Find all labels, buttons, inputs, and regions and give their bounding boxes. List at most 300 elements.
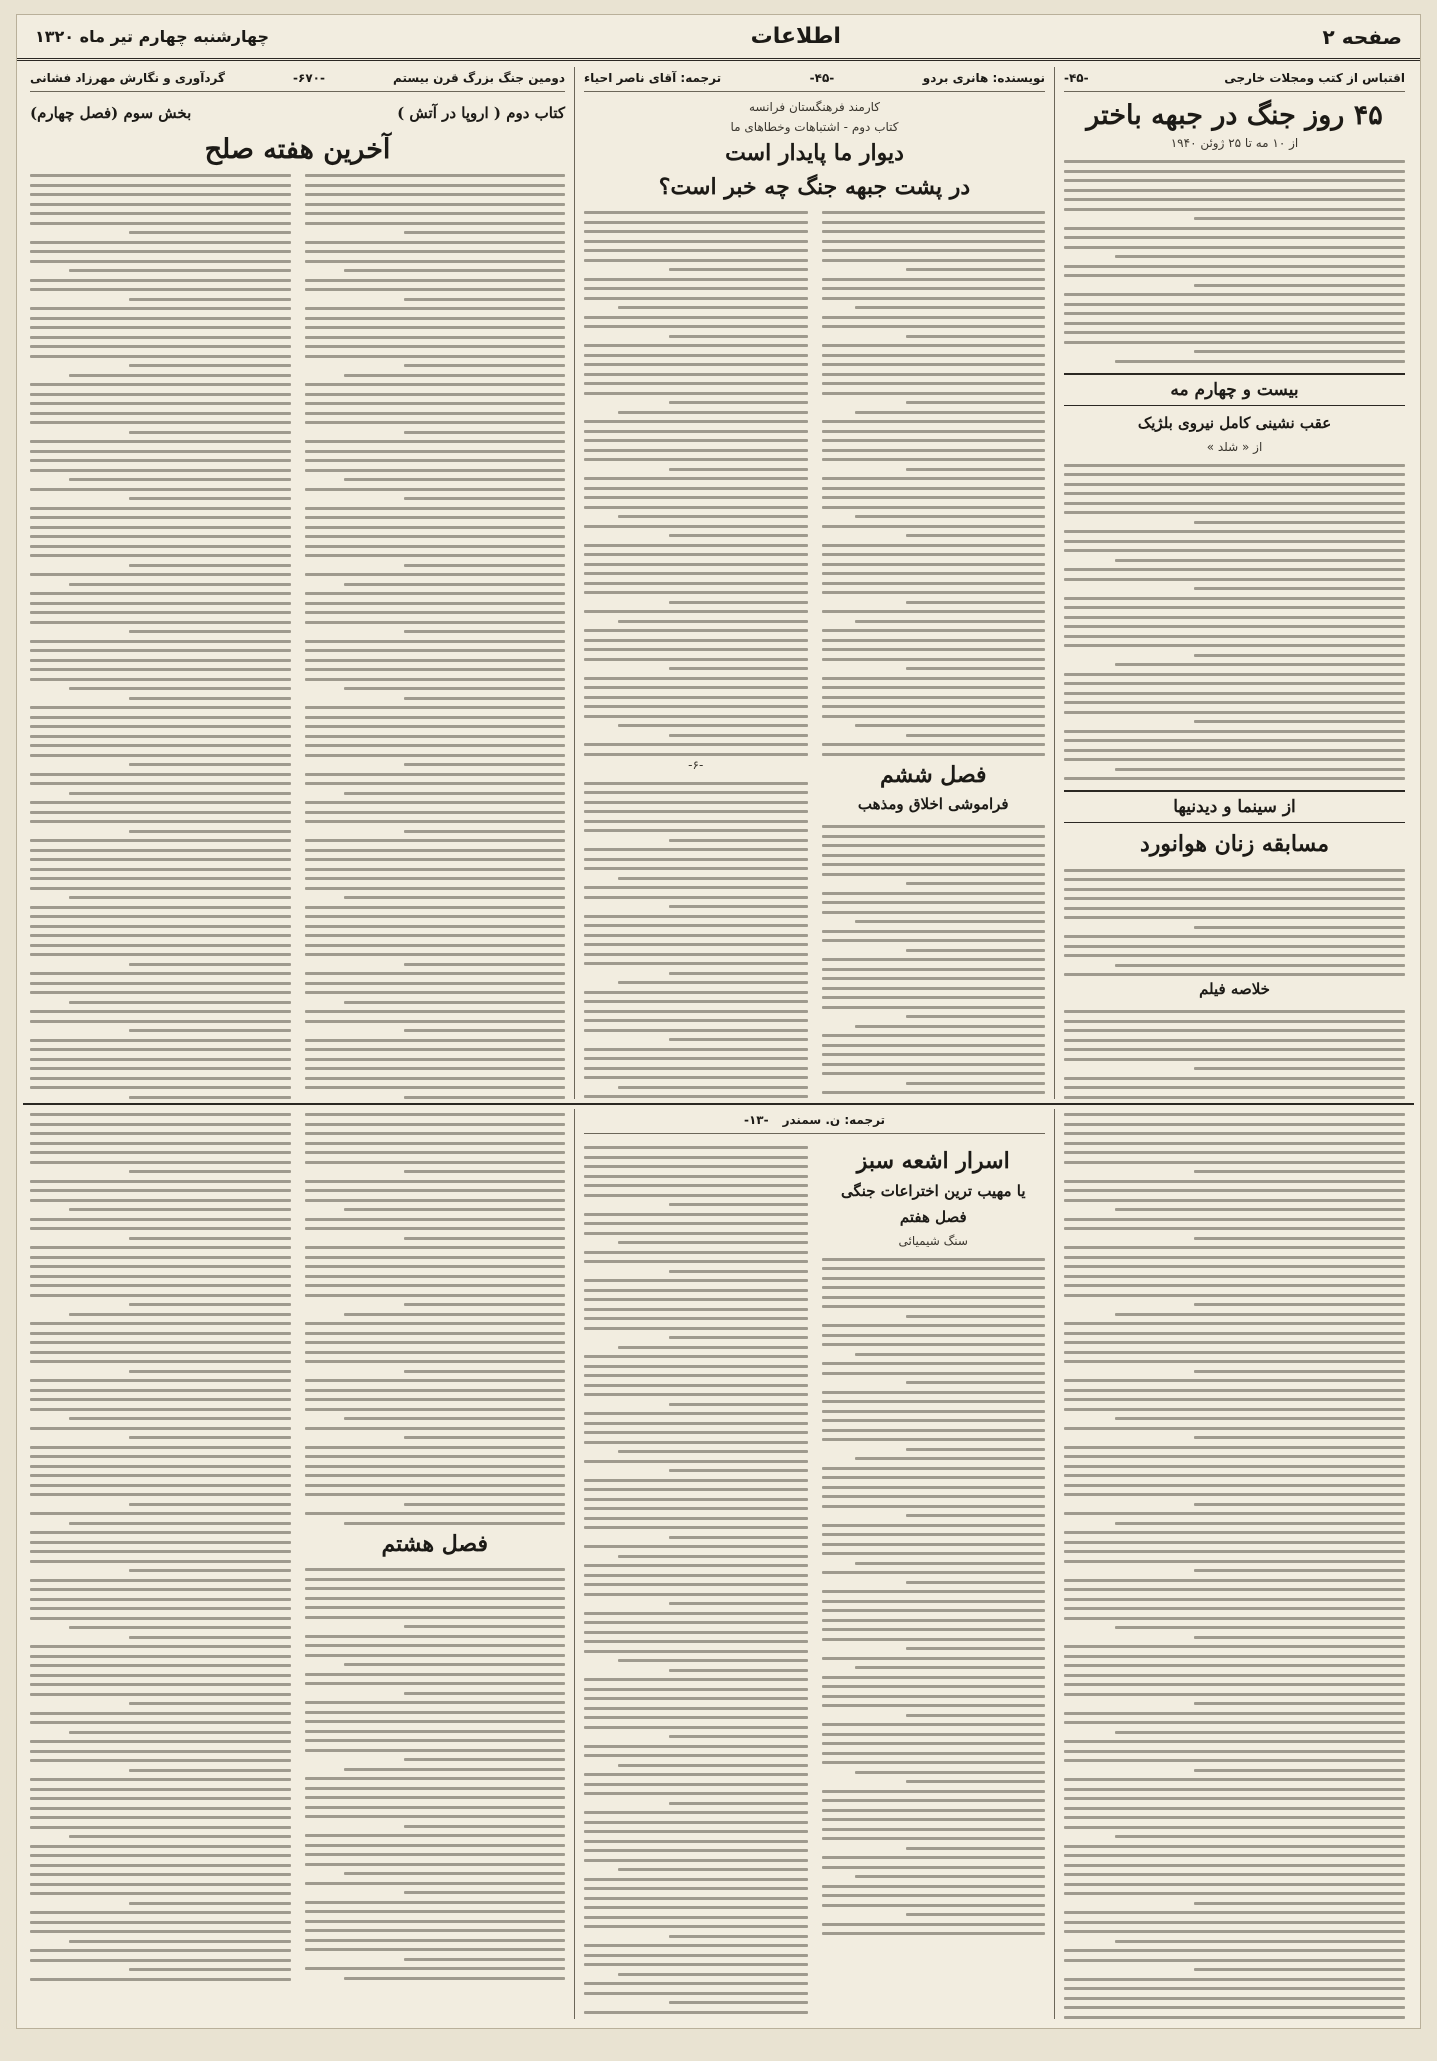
text-line: [584, 1488, 808, 1491]
text-line: [305, 1398, 566, 1401]
text-line: [822, 1543, 1046, 1546]
text-line: [669, 1203, 808, 1206]
text-line: [30, 450, 291, 453]
text-line: [822, 658, 1046, 661]
text-line: [584, 1840, 808, 1843]
text-line: [305, 193, 566, 196]
text-line: [822, 1866, 1046, 1869]
text-line: [584, 1251, 808, 1254]
text-line: [822, 892, 1046, 895]
text-line: [1064, 878, 1405, 881]
text-line: [30, 383, 291, 386]
text-line: [129, 231, 291, 234]
text-line: [305, 611, 566, 614]
text-line: [584, 658, 808, 661]
text-line: [584, 316, 808, 319]
column-green-ray: [574, 1109, 1054, 2019]
text-line: [30, 241, 291, 244]
text-line: [305, 184, 566, 187]
text-line: [669, 1735, 808, 1738]
text-line: [1064, 1132, 1405, 1135]
text-line: [618, 1241, 808, 1244]
text-line: [584, 648, 808, 651]
text-line: [1064, 1275, 1405, 1278]
text-line: [584, 1773, 808, 1776]
text-line: [305, 716, 566, 719]
text-line: [1064, 1531, 1405, 1534]
text-line: [822, 1619, 1046, 1622]
text-line: [584, 1010, 808, 1013]
text-line: [1064, 1512, 1405, 1515]
text-line: [906, 468, 1045, 471]
text-line: [30, 1058, 291, 1061]
text-line: [1064, 1560, 1405, 1563]
text-line: [30, 1180, 291, 1183]
text-line: [584, 1574, 808, 1577]
text-line: [305, 1910, 566, 1913]
text-line: [305, 858, 566, 861]
text-line: [305, 602, 566, 605]
text-line: [30, 345, 291, 348]
text-line: [618, 620, 808, 623]
text-line: [305, 868, 566, 871]
text-line: [822, 1628, 1046, 1631]
text-line: [584, 743, 808, 746]
text-line: [129, 1096, 291, 1099]
text-line: [584, 1916, 808, 1919]
story-body-5: [30, 1109, 291, 1981]
text-line: [1064, 644, 1405, 647]
text-line: [1194, 1237, 1405, 1240]
text-line: [1064, 1911, 1405, 1914]
text-line: [1064, 1199, 1405, 1202]
text-line: [584, 1640, 808, 1643]
text-line: [30, 754, 291, 757]
text-line: [1064, 208, 1405, 211]
text-line: [822, 211, 1046, 214]
text-line: [305, 1948, 566, 1951]
text-line: [906, 1448, 1045, 1451]
text-line: [855, 1457, 1045, 1460]
text-line: [305, 1644, 566, 1647]
text-line: [618, 1450, 808, 1453]
text-line: [1115, 1313, 1405, 1316]
text-line: [1064, 682, 1405, 685]
text-line: [584, 430, 808, 433]
text-line: [30, 1959, 291, 1962]
text-line: [822, 1305, 1046, 1308]
text-line: [584, 1688, 808, 1691]
column-kicker: [30, 67, 565, 92]
text-line: [30, 716, 291, 719]
text-line: [30, 611, 291, 614]
text-line: [305, 516, 566, 519]
text-line: [1064, 692, 1405, 695]
text-line: [305, 1967, 566, 1970]
text-line: [305, 1113, 566, 1116]
text-line: [1064, 935, 1405, 938]
text-line: [822, 1828, 1046, 1831]
column-story-continuation: [21, 1109, 574, 2019]
text-line: [1064, 711, 1405, 714]
text-line: [305, 1077, 566, 1080]
text-line: [822, 1657, 1046, 1660]
text-line: [822, 1742, 1046, 1745]
text-line: [584, 1925, 808, 1928]
text-line: [822, 1486, 1046, 1489]
text-line: [1064, 1227, 1405, 1230]
chapter-heading: فصل ششم: [879, 761, 987, 788]
text-line: [618, 1973, 808, 1976]
text-line: [1064, 635, 1405, 638]
text-line: [30, 1265, 291, 1268]
text-line: [584, 1821, 808, 1824]
text-line: [822, 873, 1046, 876]
text-line: [1064, 331, 1405, 334]
book-title: کتاب دوم ( اروپا در آتش ): [397, 104, 565, 122]
text-line: [822, 1053, 1046, 1056]
text-line: [305, 545, 566, 548]
text-line: [1064, 597, 1405, 600]
text-line: [584, 1327, 808, 1330]
text-line: [305, 507, 566, 510]
text-line: [305, 1844, 566, 1847]
text-line: [305, 554, 566, 557]
text-line: [1064, 530, 1405, 533]
text-line: [30, 222, 291, 225]
text-line: [822, 230, 1046, 233]
text-line: [30, 1598, 291, 1601]
text-line: [305, 250, 566, 253]
column-kicker: [584, 67, 1045, 92]
newspaper-name: اطلاعات: [750, 24, 841, 49]
text-line: [822, 477, 1046, 480]
text-line: [669, 1403, 808, 1406]
text-line: [584, 1526, 808, 1529]
text-line: [30, 336, 291, 339]
text-line: [584, 1887, 808, 1890]
text-line: [618, 1659, 808, 1662]
text-line: [584, 696, 808, 699]
text-line: [584, 1298, 808, 1301]
text-line: [584, 991, 808, 994]
text-line: [30, 725, 291, 728]
text-line: [584, 259, 808, 262]
text-line: [618, 515, 808, 518]
text-line: [305, 1256, 566, 1259]
text-line: [822, 1391, 1046, 1394]
text-line: [822, 1600, 1046, 1603]
text-line: [1064, 616, 1405, 619]
text-line: [30, 944, 291, 947]
installment-number: -۴۵-: [809, 71, 835, 85]
text-line: [822, 1904, 1046, 1907]
text-line: [822, 1894, 1046, 1897]
text-line: [584, 1076, 808, 1079]
text-line: [1064, 907, 1405, 910]
text-line: [584, 278, 808, 281]
text-line: [584, 1156, 808, 1159]
text-line: [1115, 559, 1405, 562]
text-line: [30, 1142, 291, 1145]
text-line: [30, 250, 291, 253]
text-line: [1194, 654, 1405, 657]
text-line: [618, 724, 808, 727]
text-line: [1194, 1370, 1405, 1373]
text-line: [30, 1474, 291, 1477]
text-line: [584, 1963, 808, 1966]
text-line: [344, 896, 565, 899]
text-line: [305, 393, 566, 396]
text-line: [305, 450, 566, 453]
text-line: [30, 1379, 291, 1382]
chapter-body: [822, 821, 1046, 1099]
text-line: [30, 801, 291, 804]
text-line: [30, 1845, 291, 1848]
text-line: [822, 382, 1046, 385]
text-line: [69, 1417, 290, 1420]
text-line: [822, 743, 1046, 746]
text-line: [1064, 1465, 1405, 1468]
text-line: [584, 553, 808, 556]
text-line: [305, 345, 566, 348]
text-line: [129, 431, 291, 434]
text-line: [822, 863, 1046, 866]
text-line: [30, 421, 291, 424]
text-line: [30, 1427, 291, 1430]
column-western-front: [1054, 67, 1414, 1099]
text-line: [30, 1797, 291, 1800]
text-line: [822, 1723, 1046, 1726]
text-line: [855, 1666, 1045, 1669]
text-line: [305, 972, 566, 975]
text-line: [1064, 1408, 1405, 1411]
text-line: [906, 667, 1045, 670]
text-line: [69, 1940, 290, 1943]
text-line: [584, 1308, 808, 1311]
text-line: [1064, 916, 1405, 919]
text-line: [1194, 1436, 1405, 1439]
text-line: [30, 953, 291, 956]
text-line: [305, 1739, 566, 1742]
text-line: [1064, 1294, 1405, 1297]
text-line: [30, 307, 291, 310]
text-line: [822, 854, 1046, 857]
text-line: [855, 515, 1045, 518]
text-line: [584, 1906, 808, 1909]
text-line: [305, 1275, 566, 1278]
text-line: [584, 1317, 808, 1320]
text-line: [822, 968, 1046, 971]
text-line: [1064, 1284, 1405, 1287]
text-line: [30, 355, 291, 358]
text-line: [584, 572, 808, 575]
text-line: [1064, 2006, 1405, 2009]
text-line: [1064, 1949, 1405, 1952]
text-line: [1064, 1189, 1405, 1192]
text-line: [1064, 1446, 1405, 1449]
text-line: [305, 260, 566, 263]
text-line: [129, 1702, 291, 1705]
text-line: [30, 1408, 291, 1411]
text-line: [30, 1778, 291, 1781]
text-line: [584, 1095, 808, 1098]
text-line: [669, 1802, 808, 1805]
text-line: [1064, 1978, 1405, 1981]
text-line: [1194, 1569, 1405, 1572]
text-line: [30, 1161, 291, 1164]
text-line: [1064, 1873, 1405, 1876]
text-line: [404, 1891, 566, 1894]
column-kicker: [584, 1109, 1045, 1134]
text-line: [305, 1360, 566, 1363]
text-line: [30, 288, 291, 291]
text-line: [1064, 869, 1405, 872]
text-line: [305, 849, 566, 852]
text-line: [618, 1764, 808, 1767]
text-line: [1064, 1265, 1405, 1268]
text-line: [1064, 1455, 1405, 1458]
text-line: [618, 306, 808, 309]
text-line: [822, 1044, 1046, 1047]
headline-2: یا مهیب ترین اختراعات جنگی: [840, 1181, 1026, 1200]
text-line: [305, 1180, 566, 1183]
text-line: [822, 1590, 1046, 1593]
text-line: [305, 1265, 566, 1268]
text-line: [584, 297, 808, 300]
text-line: [1064, 1039, 1405, 1042]
text-line: [584, 582, 808, 585]
text-line: [1194, 217, 1405, 220]
text-line: [822, 1400, 1046, 1403]
text-line: [584, 1878, 808, 1881]
text-line: [305, 1142, 566, 1145]
text-line: [30, 1579, 291, 1582]
text-line: [584, 1374, 808, 1377]
text-line: [30, 1294, 291, 1297]
text-line: [305, 355, 566, 358]
text-line: [822, 1533, 1046, 1536]
newspaper-page: [16, 14, 1421, 2029]
text-line: [584, 1631, 808, 1634]
text-line: [822, 259, 1046, 262]
text-line: [69, 583, 290, 586]
text-line: [305, 906, 566, 909]
text-line: [30, 1246, 291, 1249]
text-line: [1064, 1693, 1405, 1696]
text-line: [69, 478, 290, 481]
text-line: [1194, 521, 1405, 524]
text-line: [30, 668, 291, 671]
text-line: [30, 1132, 291, 1135]
text-line: [822, 1438, 1046, 1441]
text-line: [1064, 1113, 1405, 1116]
text-line: [30, 573, 291, 576]
text-line: [1064, 1360, 1405, 1363]
text-line: [30, 1284, 291, 1287]
text-line: [822, 1419, 1046, 1422]
text-line: [906, 1381, 1045, 1384]
text-line: [618, 1868, 808, 1871]
text-line: [584, 639, 808, 642]
text-line: [30, 1560, 291, 1563]
text-line: [305, 307, 566, 310]
text-line: [669, 268, 808, 271]
masthead: [17, 15, 1420, 61]
chapter-heading: فصل هفتم: [899, 1207, 967, 1226]
text-line: [584, 1678, 808, 1681]
text-line: [584, 211, 808, 214]
text-line: [906, 335, 1045, 338]
text-line: [30, 203, 291, 206]
subsection-subtitle: عقب نشینی کامل نیروی بلژیک: [1137, 413, 1332, 432]
text-line: [30, 991, 291, 994]
text-line: [1064, 1797, 1405, 1800]
text-line: [305, 241, 566, 244]
text-line: [129, 963, 291, 966]
text-line: [305, 1294, 566, 1297]
text-line: [1064, 1484, 1405, 1487]
headline: دیوار ما پایدار است: [725, 140, 904, 166]
text-line: [822, 487, 1046, 490]
text-line: [404, 763, 566, 766]
text-line: [584, 1726, 808, 1729]
text-line: [1064, 473, 1405, 476]
text-line: [344, 583, 565, 586]
text-line: [129, 1569, 291, 1572]
text-line: [30, 1389, 291, 1392]
text-line: [129, 1436, 291, 1439]
issue-date: چهارشنبه چهارم تیر ماه ۱۳۲۰: [35, 27, 270, 46]
text-line: [30, 507, 291, 510]
text-line: [584, 325, 808, 328]
text-line: [584, 2011, 808, 2014]
text-line: [822, 458, 1046, 461]
text-line: [1064, 1096, 1405, 1099]
text-line: [822, 1790, 1046, 1793]
text-line: [822, 1505, 1046, 1508]
text-line: [584, 810, 808, 813]
text-line: [404, 1370, 566, 1373]
upper-section: [23, 67, 1414, 1099]
text-line: [584, 1232, 808, 1235]
text-line: [305, 1246, 566, 1249]
text-line: [584, 782, 808, 785]
text-line: [305, 773, 566, 776]
text-line: [584, 1460, 808, 1463]
text-line: [305, 1587, 566, 1590]
text-line: [404, 231, 566, 234]
text-line: [584, 1441, 808, 1444]
text-line: [30, 735, 291, 738]
text-line: [1064, 2016, 1405, 2019]
text-line: [1115, 360, 1405, 363]
text-line: [822, 572, 1046, 575]
text-line: [584, 705, 808, 708]
text-line: [1064, 1607, 1405, 1610]
text-line: [822, 705, 1046, 708]
text-line: [584, 791, 808, 794]
text-line: [1115, 1940, 1405, 1943]
text-line: [305, 383, 566, 386]
text-line: [305, 1682, 566, 1685]
text-line: [30, 1048, 291, 1051]
text-line: [30, 1588, 291, 1591]
text-line: [30, 1020, 291, 1023]
text-line: [584, 1365, 808, 1368]
article-body: [1064, 156, 1405, 363]
text-line: [305, 1711, 566, 1714]
